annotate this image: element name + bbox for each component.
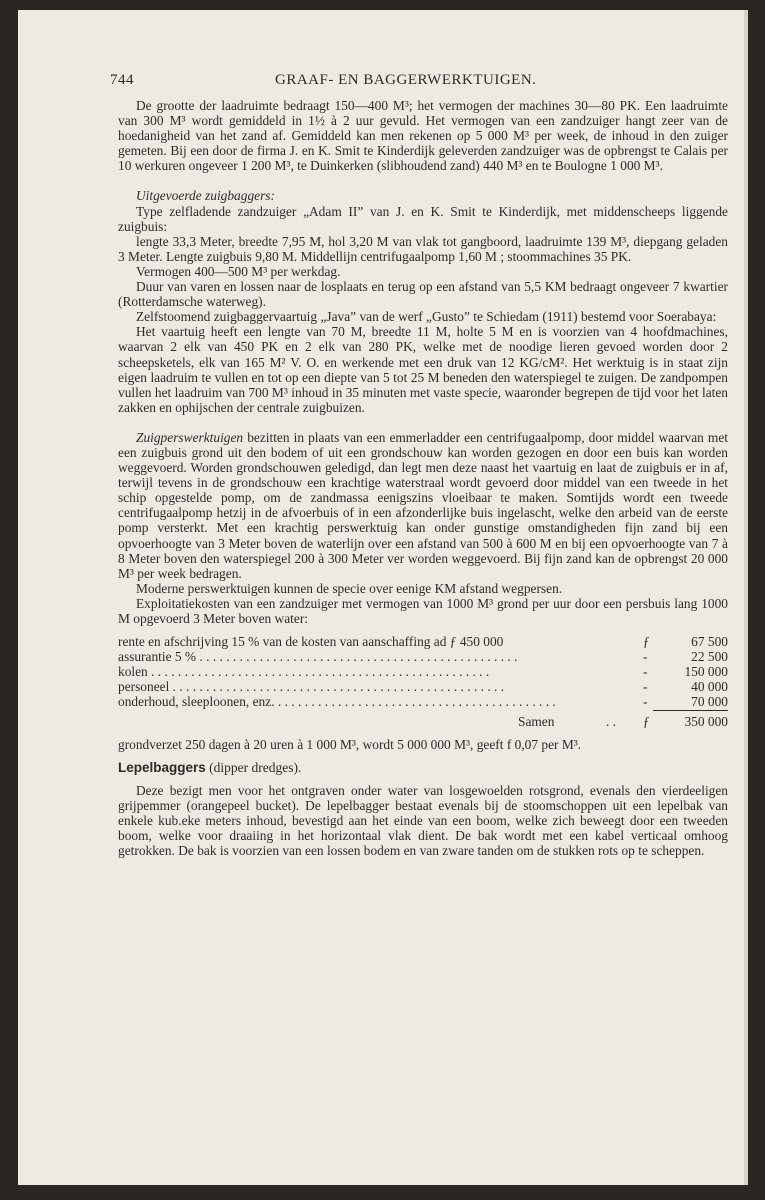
page-number: 744 — [110, 72, 134, 88]
dipper-paragraph: Deze bezigt men voor het ontgraven onder water van losgewoelden rotsgrond, evenals den vierdeeligen grijpemmer (orangepeel bucket). De lepelbagger bestaat evenals bij de stoomschoppen uit een lepelbak van enkele kub.eke meters inhoud, bevestigd aan het einde van een boom, welke zich beweegt door een tweeden boom, welke voor draaiing in het horizontaal vlak dient. De bak wordt met een kabel verticaal omhoog getrokken. De bak is voorzien van een lossen bodem en van zware tanden om de stukken rots op te scheppen. — [118, 782, 728, 859]
examples-paragraph-1: Type zelfladende zandzuiger „Adam II” van J. en K. Smit te Kinderdijk, met middenscheeps liggende zuigbuis: — [118, 203, 728, 234]
examples-paragraph-2: lengte 33,3 Meter, breedte 7,95 M, hol 3,20 M van vlak tot gangboord, laadruimte 139 M³, diepgang geladen 3 Meter. Lengte zuigbuis 9,80 M. Middellijn centrifugaalpomp 1,60 M ; stoommachines 35 PK. — [118, 233, 728, 264]
cost-row: assurantie 5 % . . . . . . . . . . . . . . . . . . . . . . . . . . . . . . . . . . . . . . . . . . . . . . . . - 22 500 — [118, 649, 728, 665]
pressure-term: Zuigperswerktuigen — [136, 429, 244, 445]
intro-paragraph: De grootte der laadruimte bedraagt 150—400 M³; het vermogen der machines 30—80 PK. Een laadruimte van 300 M³ wordt gemiddeld in 1½ à 2 uur gevuld. Het vermogen van een zandzuiger hangt zeer van de hoedanigheid van het zand af. Gemiddeld kan men rekenen op 5 000 M³ per week, de inhoud in den zuiger gemeten. Bij een door de firma J. en K. Smit te Kinderdijk geleverden zandzuiger was de opbrengst te Calais per 10 werkuren ongeveer 1 200 M³, te Duinkerken (slibhoudend zand) 440 M³ en te Boulogne 1 000 M³. — [118, 98, 728, 174]
examples-paragraph-6: Het vaartuig heeft een lengte van 70 M, breedte 11 M, holte 5 M en is voorzien van 4 hoofdmachines, waarvan 2 elk van 450 PK en 2 elk van 280 PK, welke met de noodige lieren gevoed worden door 2 scheepsketels, elk van 165 M² V. O. en werkende met een druk van 12 KG/cM². Het werktuig is in staat zijn eigen laadruim te vullen en tot op een diepte van 5 tot 25 M beneden den waterspiegel te zuigen. De zandpompen vullen het laadruim van 700 M³ inhoud in 35 minuten met vaste specie, waaronder begrepen de tijd voor het laten zakken en ophijschen der centrale zuigbuizen. — [118, 324, 728, 415]
sum-rule — [118, 710, 728, 711]
pressure-paragraph-1: Zuigperswerktuigen bezitten in plaats van een emmerladder een centrifugaalpomp, door middel waarvan met een zuigbuis grond uit den bodem of uit een grondschouw kan worden gezogen en door een buis kan worden weggevoerd. Worden grondschouwen geledigd, dan legt men deze naast het vaartuig en laat de zuigbuis er in af, terwijl tevens in de grondschouw een krachtige waterstraal wordt gevoerd door middel van een tweede in het schip opgestelde pomp, om de zandmassa eenigszins vloeibaar te maken. Somtijds wordt een tweede centrifugaalpomp hetzij in de afvoerbuis of in een afzonderlijke buis ingelascht, welke den arbeid van de eerste pomp versterkt. Met een krachtig perswerktuig kan onder gunstige omstandigheden fijn zand bij een opvoerhoogte van 3 Meter boven de waterlijn over een afstand van 500 à 600 M en bij een opvoerhoogte van 7 à 8 Meter boven den waterspiegel 200 à 300 Meter ver worden weggevoerd. Bij fijn zand kan de opbrengst 20 000 M³ per week bedragen. — [118, 429, 728, 581]
examples-paragraph-4: Duur van varen en lossen naar de losplaats en terug op een afstand van 5,5 KM bedraagt ongeveer 7 kwartier (Rotterdamsche waterweg). — [118, 279, 728, 310]
cost-row: personeel . . . . . . . . . . . . . . . . . . . . . . . . . . . . . . . . . . . . . . . . . . . . . . . . . . - 40 000 — [118, 679, 728, 695]
cost-row: rente en afschrijving 15 % van de kosten van aanschaffing ad ƒ 450 000 ƒ 67 500 — [118, 634, 728, 650]
page-body — [118, 98, 728, 858]
pressure-paragraph-3: Exploitatiekosten van een zandzuiger met vermogen van 1000 M³ grond per uur door een persbuis lang 1000 M opgevoerd 3 Meter boven water: — [118, 595, 728, 626]
cost-summary: grondverzet 250 dagen à 20 uren à 1 000 M³, wordt 5 000 000 M³, geeft f 0,07 per M³. — [118, 736, 582, 752]
page-header — [110, 72, 693, 96]
cost-total-row: Samen . . ƒ 350 000 — [518, 713, 728, 729]
page-edge — [744, 10, 748, 1185]
pressure-paragraph-2: Moderne perswerktuigen kunnen de specie over eenige KM afstand wegpersen. — [136, 580, 563, 596]
examples-paragraph-3: Vermogen 400—500 M³ per werkdag. — [136, 263, 341, 279]
section-heading-lepelbaggers: Lepelbaggers (dipper dredges). — [118, 759, 302, 775]
examples-heading: Uitgevoerde zuigbaggers: — [136, 188, 275, 204]
book-page — [18, 10, 748, 1185]
cost-row: kolen . . . . . . . . . . . . . . . . . . . . . . . . . . . . . . . . . . . . . . . . . . . . . . . . . . . - 150 000 — [118, 664, 728, 680]
running-title: GRAAF- EN BAGGERWERKTUIGEN. — [275, 72, 537, 88]
total-amount: 350 000 — [684, 713, 728, 729]
total-label: Samen — [518, 713, 555, 729]
examples-paragraph-5: Zelfstoomend zuigbaggervaartuig „Java” van de werf „Gusto” te Schiedam (1911) bestemd voor Soerabaya: — [136, 309, 717, 325]
cost-table — [118, 634, 728, 729]
cost-row: onderhoud, sleeploonen, enz. . . . . . . . . . . . . . . . . . . . . . . . . . . . . . . . . . . . . . . . . . . - 70 000 — [118, 694, 728, 710]
